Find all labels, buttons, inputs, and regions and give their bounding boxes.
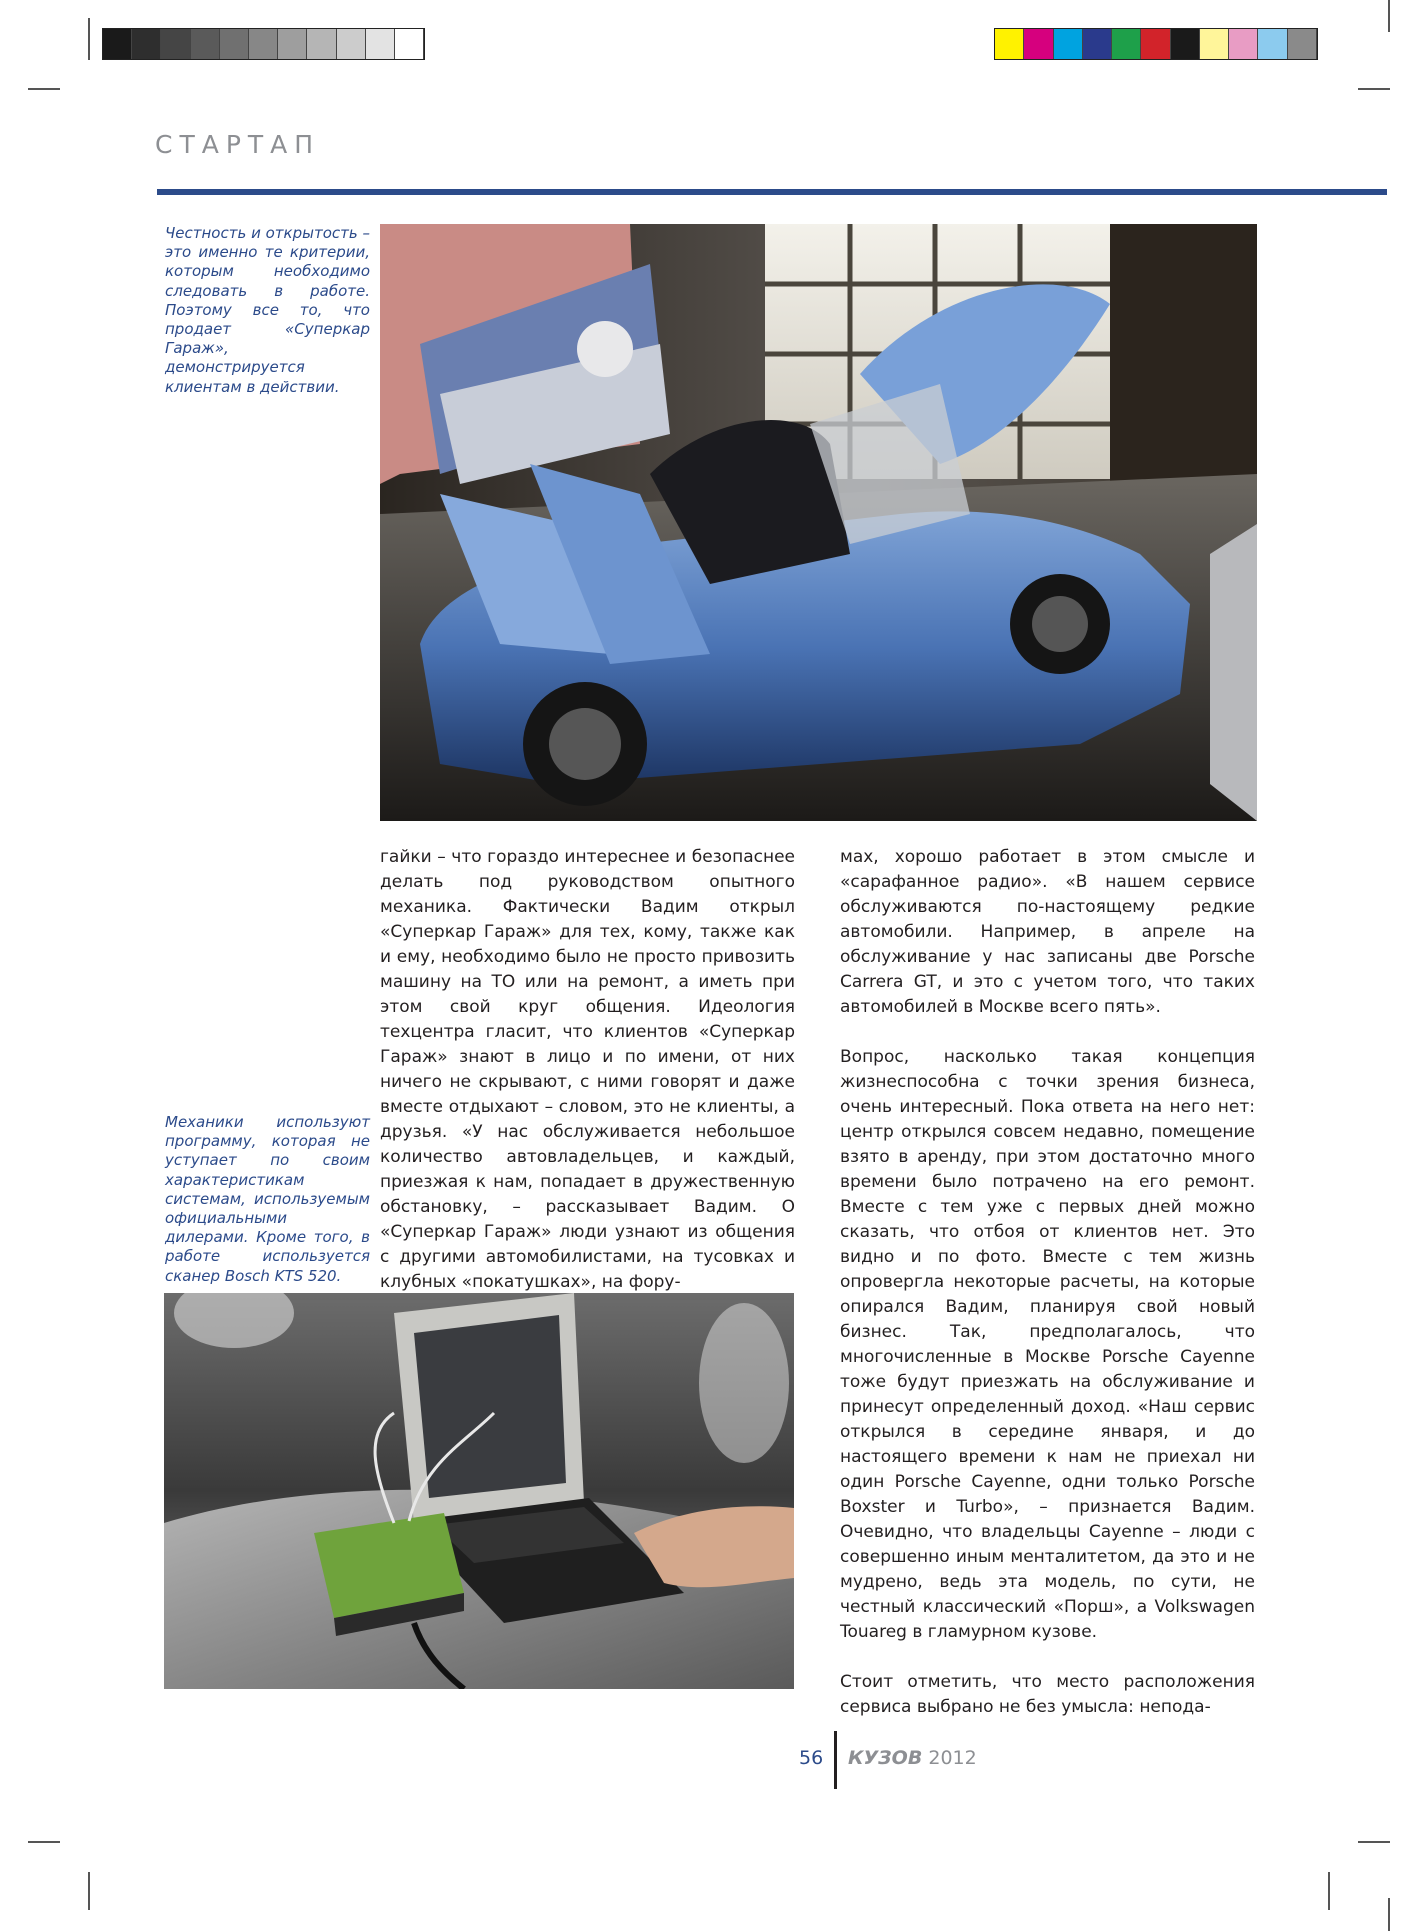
- grayscale-calibration-bar: [102, 28, 425, 60]
- article-paragraph: Вопрос, насколько такая концепция жизнеспособна с точки зрения бизнеса, очень интересный. Пока ответа на него нет: центр открылся совсем недавно, помещение взято в аренду, при этом достаточно много времени было потрачено на его ремонт. Вместе с тем уже с первых дней можно сказать, что отбоя от клиентов нет. Это видно и по фото. Вместе с тем жизнь опровергла некоторые расчеты, на которые опирался Вадим, планируя свой новый бизнес. Так, предполагалось, что многочисленные в Москве Porsche Cayenne тоже будут приезжать на обслуживание и принесут определенный доход. «Наш сервис открылся в середине января, и до настоящего времени к нам не приехал ни один Porsche Cayenne, одни только Porsche Boxster и Turbo», – признается Вадим. Очевидно, что владельцы Cayenne – люди с совершенно иным менталитетом, да это и не мудрено, ведь эта модель, по сути, не честный классический «Порш», а Volkswagen Touareg в гламурном кузове.: [840, 1047, 1255, 1642]
- photo-car-in-garage: [380, 224, 1257, 821]
- color-swatch: [1200, 29, 1229, 59]
- crop-mark: [28, 1841, 60, 1843]
- grayscale-swatch: [103, 29, 132, 59]
- color-calibration-bar: [994, 28, 1318, 60]
- photo-laptop-scanner: [164, 1293, 794, 1689]
- color-swatch: [1229, 29, 1258, 59]
- article-paragraph: Стоит отметить, что место расположения сервиса выбрано не без умысла: непода-: [840, 1672, 1255, 1717]
- grayscale-swatch: [395, 29, 424, 59]
- footer-divider: [834, 1731, 837, 1789]
- grayscale-swatch: [191, 29, 220, 59]
- caption-top: Честность и открытость – это именно те критерии, которым необходимо следовать в работе. Поэтому все то, что продает «Суперкар Гараж», демонстрируется клиентам в действии.: [165, 224, 370, 396]
- magazine-footer: [848, 1747, 977, 1769]
- crop-mark: [1388, 0, 1390, 32]
- grayscale-swatch: [307, 29, 336, 59]
- article-column-1: [380, 845, 795, 1295]
- caption-bottom: Механики используют программу, которая не уступает по своим характеристикам системам, используемым официальными дилерами. Кроме того, в работе используется сканер Bosch KTS 520.: [165, 1113, 370, 1285]
- crop-mark: [28, 88, 60, 90]
- page-number: 56: [799, 1747, 824, 1769]
- article-column-2: [840, 845, 1255, 1720]
- section-label: СТАРТАП: [155, 130, 321, 159]
- color-swatch: [1112, 29, 1141, 59]
- article-paragraph: гайки – что гораздо интереснее и безопаснее делать под руководством опытного механика. Фактически Вадим открыл «Суперкар Гараж» для тех, кому, также как и ему, необходимо было не просто привозить машину на ТО или на ремонт, а иметь при этом свой круг общения. Идеология техцентра гласит, что клиентов «Суперкар Гараж» знают в лицо и по имени, от них ничего не скрывают, с ними говорят и даже вместе отдыхают – словом, это не клиенты, а друзья. «У нас обслуживается небольшое количество автовладельцев, и каждый, приезжая к нам, попадает в дружественную обстановку, – рассказывает Вадим. О «Суперкар Гараж» люди узнают из общения с другими автомобилистами, на тусовках и клубных «покатушках», на фору-: [380, 847, 795, 1292]
- color-swatch: [1258, 29, 1287, 59]
- car-garage-illustration: [380, 224, 1257, 821]
- color-swatch: [1171, 29, 1200, 59]
- color-swatch: [1141, 29, 1170, 59]
- magazine-year: 2012: [928, 1747, 977, 1769]
- crop-mark: [1358, 88, 1390, 90]
- crop-mark: [88, 1872, 90, 1910]
- color-swatch: [1083, 29, 1112, 59]
- color-swatch: [1054, 29, 1083, 59]
- grayscale-swatch: [249, 29, 278, 59]
- crop-mark: [88, 18, 90, 60]
- grayscale-swatch: [161, 29, 190, 59]
- grayscale-swatch: [220, 29, 249, 59]
- color-swatch: [1024, 29, 1053, 59]
- magazine-name: КУЗОВ: [848, 1747, 923, 1769]
- article-paragraph: мах, хорошо работает в этом смысле и «сарафанное радио». «В нашем сервисе обслуживаются по-настоящему редкие автомобили. Например, в апреле на обслуживание у нас записаны две Porsche Carrera GT, и это с учетом того, что таких автомобилей в Москве всего пять».: [840, 847, 1255, 1017]
- header-rule: [157, 189, 1387, 195]
- grayscale-swatch: [366, 29, 395, 59]
- color-swatch: [1288, 29, 1317, 59]
- crop-mark: [1358, 1841, 1390, 1843]
- laptop-scanner-illustration: [164, 1293, 794, 1689]
- color-swatch: [995, 29, 1024, 59]
- crop-mark: [1388, 1898, 1390, 1931]
- grayscale-swatch: [337, 29, 366, 59]
- grayscale-swatch: [278, 29, 307, 59]
- crop-mark: [1328, 1872, 1330, 1910]
- grayscale-swatch: [132, 29, 161, 59]
